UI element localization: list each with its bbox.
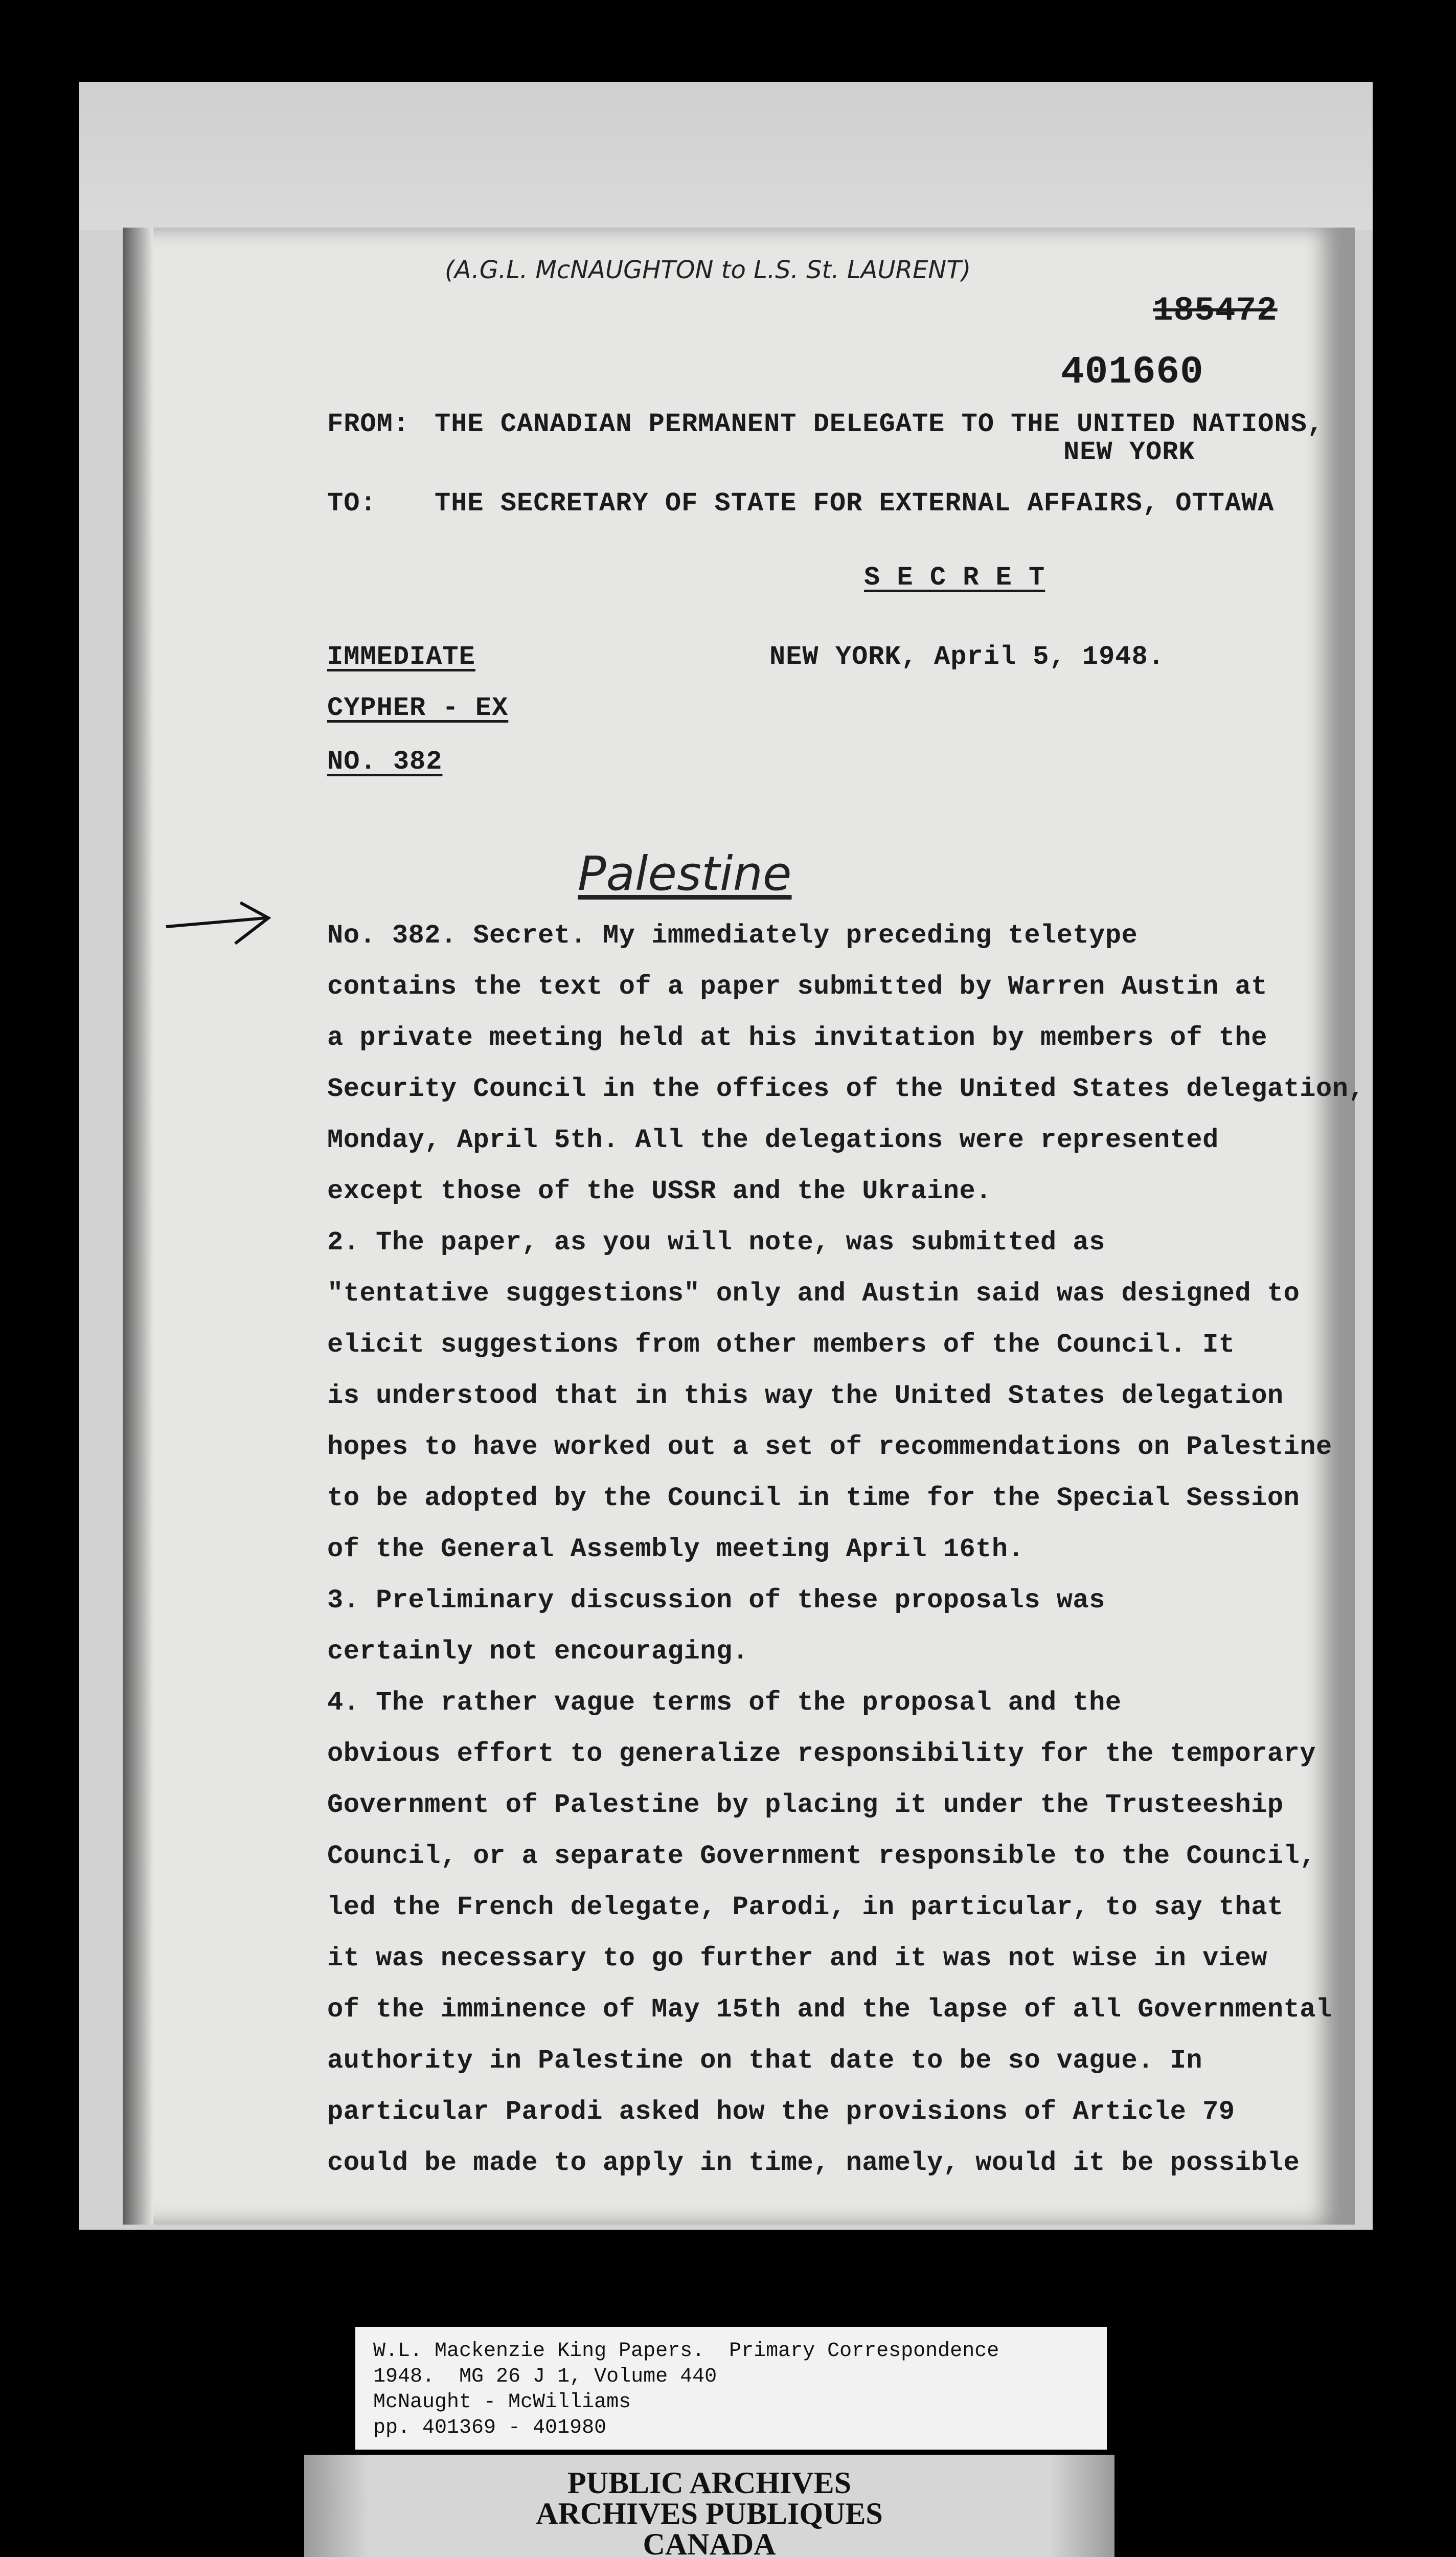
archive-label-line: McNaught - McWilliams bbox=[373, 2391, 631, 2414]
stamp-line: CANADA bbox=[643, 2527, 776, 2557]
document-page bbox=[123, 228, 1355, 2225]
body-line: particular Parodi asked how the provisions of Article 79 bbox=[327, 2097, 1235, 2127]
body-line: hopes to have worked out a set of recommendations on Palestine bbox=[327, 1432, 1332, 1462]
stamp-line: PUBLIC ARCHIVES bbox=[567, 2466, 852, 2500]
body-line: contains the text of a paper submitted by Warren Austin at bbox=[327, 972, 1267, 1002]
archive-label-line: 1948. MG 26 J 1, Volume 440 bbox=[373, 2365, 717, 2388]
body-line: Government of Palestine by placing it under the Trusteeship bbox=[327, 1790, 1284, 1820]
body-line: Council, or a separate Government responsible to the Council, bbox=[327, 1841, 1316, 1871]
body-line: elicit suggestions from other members of the Council. It bbox=[327, 1330, 1235, 1360]
place-date: NEW YORK, April 5, 1948. bbox=[769, 642, 1165, 672]
message-number: NO. 382 bbox=[327, 747, 443, 777]
handwritten-subject: Palestine bbox=[578, 846, 792, 901]
body-line: authority in Palestine on that date to be so vague. In bbox=[327, 2046, 1203, 2076]
stamp-line: ARCHIVES PUBLIQUES bbox=[536, 2497, 883, 2530]
from-line-1: THE CANADIAN PERMANENT DELEGATE TO THE UNITED NATIONS, bbox=[435, 409, 1324, 439]
priority: IMMEDIATE bbox=[327, 642, 475, 672]
cipher: CYPHER - EX bbox=[327, 693, 509, 723]
body-line: it was necessary to go further and it was not wise in view bbox=[327, 1943, 1267, 1973]
body-line: 4. The rather vague terms of the proposal and the bbox=[327, 1688, 1122, 1718]
archive-label-line: W.L. Mackenzie King Papers. Primary Correspondence bbox=[373, 2340, 999, 2363]
from-line-2: NEW YORK bbox=[1063, 437, 1195, 467]
body-line: is understood that in this way the United States delegation bbox=[327, 1381, 1284, 1411]
body-line: certainly not encouraging. bbox=[327, 1636, 749, 1667]
body-line: 2. The paper, as you will note, was submitted as bbox=[327, 1227, 1105, 1258]
body-line: could be made to apply in time, namely, would it be possible bbox=[327, 2148, 1300, 2178]
backing-sheet-top bbox=[79, 82, 1373, 230]
body-line: Security Council in the offices of the United States delegation, bbox=[327, 1074, 1365, 1104]
body-line: "tentative suggestions" only and Austin said was designed to bbox=[327, 1278, 1300, 1309]
document-number: 401660 bbox=[1061, 350, 1204, 394]
from-label: FROM: bbox=[327, 409, 410, 439]
archive-label-line: pp. 401369 - 401980 bbox=[373, 2416, 607, 2439]
body-line: except those of the USSR and the Ukraine. bbox=[327, 1176, 992, 1206]
body-line: obvious effort to generalize responsibility for the temporary bbox=[327, 1739, 1316, 1769]
body-line: No. 382. Secret. My immediately preceding teletype bbox=[327, 921, 1138, 951]
to-label: TO: bbox=[327, 488, 377, 519]
body-line: Monday, April 5th. All the delegations were represented bbox=[327, 1125, 1219, 1155]
body-line: a private meeting held at his invitation by members of the bbox=[327, 1023, 1267, 1053]
handwritten-header: (A.G.L. McNAUGHTON to L.S. St. LAURENT) bbox=[445, 256, 971, 284]
body-line: of the General Assembly meeting April 16th. bbox=[327, 1534, 1025, 1564]
body-line: of the imminence of May 15th and the lapse of all Governmental bbox=[327, 1994, 1332, 2025]
body-line: led the French delegate, Parodi, in particular, to say that bbox=[327, 1892, 1284, 1922]
body-line: 3. Preliminary discussion of these proposals was bbox=[327, 1585, 1105, 1616]
to-line: THE SECRETARY OF STATE FOR EXTERNAL AFFAIRS, OTTAWA bbox=[435, 488, 1275, 519]
classification: S E C R E T bbox=[864, 563, 1045, 593]
arrow-icon bbox=[164, 895, 286, 951]
struck-number: 185472 bbox=[1153, 291, 1278, 330]
page-edge-shadow bbox=[123, 228, 153, 2225]
body-line: to be adopted by the Council in time for the Special Session bbox=[327, 1483, 1300, 1513]
